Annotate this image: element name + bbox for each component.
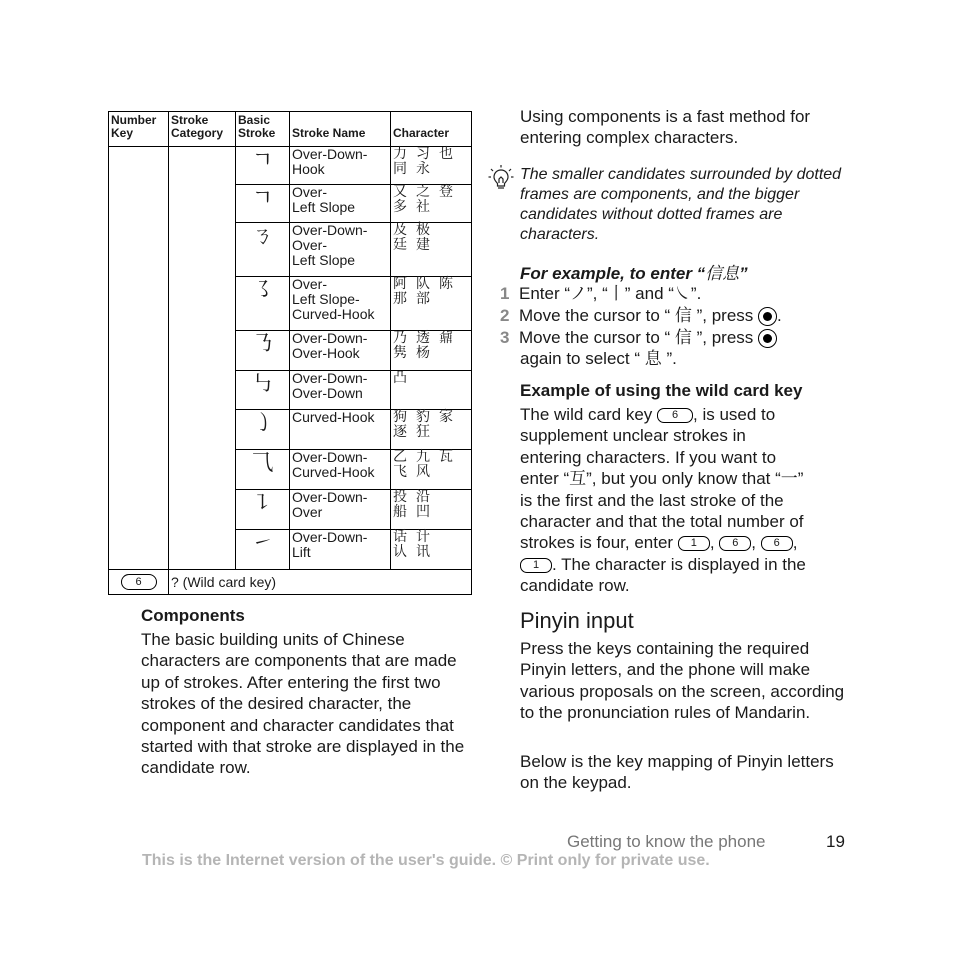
stroke-glyph: ⺄ (251, 451, 274, 476)
internet-version-notice: This is the Internet version of the user's guide. © Print only for private use. (142, 852, 710, 869)
page-number: 19 (826, 832, 845, 851)
stroke-name: Over-Down- Over-Hook (290, 331, 391, 371)
stroke-glyph: ㄋ (251, 224, 274, 249)
stroke-glyph: ㄱ (251, 148, 274, 173)
key-6-icon: 6 (657, 408, 693, 423)
character-examples: 及极 廷建 (391, 223, 472, 277)
components-intro: Using components is a fast method for entering complex characters. (520, 107, 811, 148)
wildcard-label: ? (Wild card key) (169, 570, 472, 595)
character-examples: 又之登 多社 (391, 185, 472, 223)
header-basic-stroke: Basic Stroke (236, 112, 290, 147)
example-heading-characters: 信息 (705, 264, 740, 284)
key-6-icon: 6 (719, 536, 751, 551)
step-3-continued: again to select “ 息 ”. (520, 349, 677, 368)
stroke-glyph: ㇊ (251, 491, 274, 516)
wild-card-heading: Example of using the wild card key (520, 381, 803, 400)
stroke-glyph: ㇁ (251, 411, 274, 436)
stroke-table (108, 111, 472, 595)
character-examples: 乙九瓦 飞风 (391, 450, 472, 490)
stroke-name: Over- Left Slope (290, 185, 391, 223)
key-6-icon: 6 (121, 574, 157, 590)
step-2: 2 Move the cursor to “ 信 ”, press . (500, 306, 782, 325)
key-1-icon: 1 (678, 536, 710, 551)
wild-card-paragraph: The wild card key 6 , is used to supplement unclear strokes in entering characters. If you want to enter “互”, but you only know that “一” is the first and the last stroke of the character and that the total number of strokes is four, enter 1 , 6 , 6 , 1 . The character is displayed in the candidate row. (520, 405, 806, 596)
character-examples: 投沿 船凹 (391, 490, 472, 530)
select-key-icon (758, 329, 777, 348)
pinyin-heading: Pinyin input (520, 608, 634, 633)
table-header-row (109, 112, 472, 147)
step-1: 1 Enter “ノ”, “丨” and “㇏”. (500, 284, 702, 303)
table-row (109, 147, 472, 185)
select-key-icon (758, 307, 777, 326)
header-stroke-category: Stroke Category (169, 112, 236, 147)
character-examples: 阿队陈 那部 (391, 277, 472, 331)
pinyin-paragraph-1: Press the keys containing the required Pinyin letters, and the phone will make various proposals on the screen, according to the pronunciation rules of Mandarin. (520, 639, 845, 723)
header-number-key: Number Key (109, 112, 169, 147)
number-key-cell (109, 147, 169, 570)
example-steps (500, 283, 850, 373)
stroke-name: Over-Down- Over-Down (290, 371, 391, 410)
stroke-category-cell (169, 147, 236, 570)
step-3: 3 Move the cursor to “ 信 ”, press (500, 327, 777, 348)
character-examples: 凸 (391, 371, 472, 410)
character-examples: 力习也 同永 (391, 147, 472, 185)
example-heading: For example, to enter “信息” (520, 264, 748, 284)
components-body: The basic building units of Chinese characters are components that are made up of strokes. After entering the first two strokes of the desired character, the component and character candidates that started with that stroke are displayed in the candidate row. (141, 630, 465, 778)
stroke-name: Over-Down- Curved-Hook (290, 450, 391, 490)
stroke-name: Over-Down- Over (290, 490, 391, 530)
character-examples: 话计 认讯 (391, 530, 472, 570)
key-6-icon: 6 (761, 536, 793, 551)
footer-section-title: Getting to know the phone (567, 832, 766, 851)
table-row-wildcard (109, 570, 472, 595)
stroke-glyph: ㇡ (251, 332, 274, 357)
stroke-name: Over-Down- Over- Left Slope (290, 223, 391, 277)
components-heading: Components (141, 606, 245, 625)
character-examples: 狗豹家 逐狂 (391, 410, 472, 450)
stroke-name: Over- Left Slope- Curved-Hook (290, 277, 391, 331)
stroke-name: Curved-Hook (290, 410, 391, 450)
header-stroke-name: Stroke Name (290, 112, 391, 147)
tip-lightbulb-icon (488, 164, 514, 192)
header-character: Character (391, 112, 472, 147)
stroke-name: Over-Down- Hook (290, 147, 391, 185)
stroke-name: Over-Down- Lift (290, 530, 391, 570)
pinyin-paragraph-2: Below is the key mapping of Pinyin letters on the keypad. (520, 752, 834, 793)
stroke-glyph: ㇌ (251, 278, 274, 303)
stroke-glyph: ㄱ (251, 186, 274, 211)
stroke-glyph: ㇉ (251, 372, 274, 397)
stroke-glyph: ㇀ (251, 531, 274, 556)
tip-text: The smaller candidates surrounded by dotted frames are components, and the bigger candidates without dotted frames are characters. (520, 166, 842, 243)
key-1-icon: 1 (520, 558, 552, 573)
character-examples: 乃透鼐 隽杨 (391, 331, 472, 371)
